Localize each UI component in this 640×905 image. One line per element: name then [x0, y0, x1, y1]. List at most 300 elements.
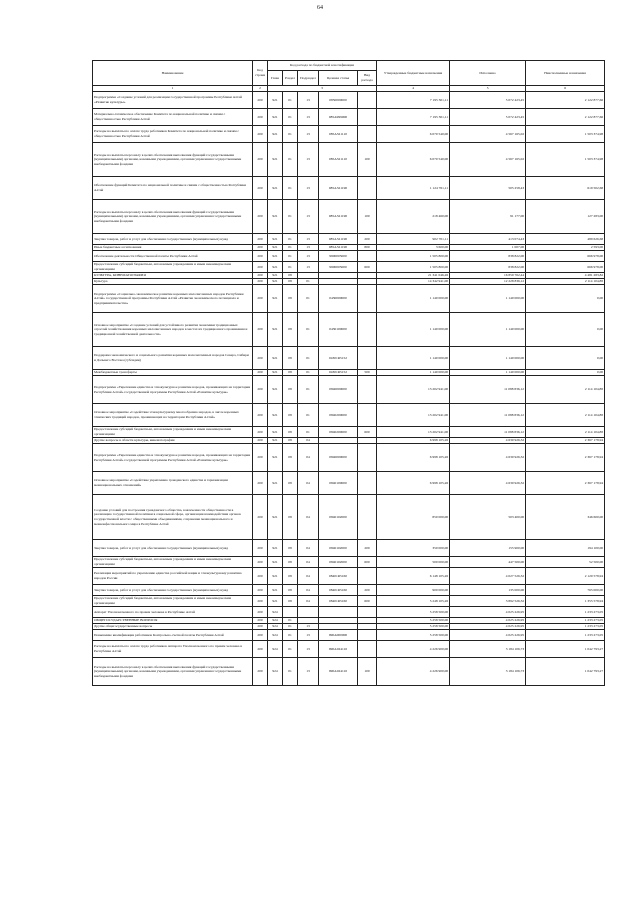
row-vid: 100 — [358, 200, 377, 234]
row-approved: 21 341 046,26 — [377, 273, 450, 279]
row-glava: 921 — [268, 251, 283, 262]
row-unexecuted: 2 122 877,66 — [526, 92, 605, 109]
row-executed: 4 567 165,02 — [450, 143, 526, 177]
row-vid — [358, 177, 377, 200]
row-podrazdel: 01 — [298, 313, 319, 347]
row-target: 0840000000 — [319, 376, 358, 404]
row-glava: 921 — [268, 370, 283, 376]
row-vid: 500 — [358, 370, 377, 376]
table-row — [93, 234, 605, 245]
row-vid: 100 — [358, 143, 377, 177]
row-target: 0840200000 — [319, 404, 358, 427]
row-glava: 921 — [268, 347, 283, 370]
row-razdel: 01 — [283, 143, 298, 177]
row-name: Предоставление субсидий бюджетным, автономным учреждениям и иным некоммерческим организациям — [93, 262, 253, 273]
row-glava: 921 — [268, 427, 283, 438]
row-podrazdel: 01 — [298, 285, 319, 313]
table-row — [93, 143, 605, 177]
row-vid: 600 — [358, 557, 377, 568]
row-name: Обеспечение функций Комитета по национальной политике и связям с общественностью Республики Алтай — [93, 177, 253, 200]
row-code: 200 — [253, 607, 268, 618]
row-executed: 838 822,00 — [450, 262, 526, 273]
row-target: 085A321110 — [319, 143, 358, 177]
row-target: 990A024110 — [319, 658, 358, 686]
row-podrazdel: 13 — [298, 109, 319, 126]
row-approved: 1 124 761,11 — [377, 177, 450, 200]
row-name: Основное мероприятие «Содействие этнокультурному многообразию народов, в числе коренных этнических традиций народов, проживающих на территории Республики Алтай» — [93, 404, 253, 427]
index-cell: 4 — [377, 86, 450, 92]
row-razdel: 01 — [283, 177, 298, 200]
row-unexecuted: 346 600,00 — [526, 495, 605, 540]
row-code: 200 — [253, 641, 268, 658]
row-razdel: 01 — [283, 630, 298, 641]
row-executed: 4 025 226,95 — [450, 618, 526, 624]
row-approved: 4 226 900,00 — [377, 641, 450, 658]
row-unexecuted: 489 626,68 — [526, 234, 605, 245]
row-executed: 505 258,43 — [450, 177, 526, 200]
row-podrazdel: 13 — [298, 143, 319, 177]
row-approved: 218 460,00 — [377, 200, 450, 234]
row-glava: 924 — [268, 618, 283, 624]
row-approved: 1 505 800,00 — [377, 262, 450, 273]
row-code: 200 — [253, 177, 268, 200]
row-target: 9900005000 — [319, 251, 358, 262]
row-glava: 924 — [268, 624, 283, 630]
row-razdel: 01 — [283, 262, 298, 273]
row-executed: 5 072 423,45 — [450, 109, 526, 126]
row-executed: 503 400,00 — [450, 495, 526, 540]
row-glava: 924 — [268, 607, 283, 618]
row-executed: 4 630 926,32 — [450, 472, 526, 495]
row-unexecuted: 1 355 578,94 — [526, 596, 605, 607]
row-name: Закупка товаров, работ и услуг для обеспечения государственных (муниципальных) нужд — [93, 234, 253, 245]
row-approved: 900 000,00 — [377, 585, 450, 596]
row-podrazdel: 04 — [298, 540, 319, 557]
row-name: Подпрограмма «Укрепление единства и этнокультурное развитие народов, проживающих на территории Республики Алтай» государственной программы Республики Алтай «Развитие культуры» — [93, 376, 253, 404]
row-target: 085A321110 — [319, 126, 358, 143]
row-glava: 921 — [268, 438, 283, 444]
header-code: Код строки — [253, 61, 268, 86]
row-glava: 921 — [268, 557, 283, 568]
row-vid — [358, 126, 377, 143]
row-approved: 350 000,00 — [377, 540, 450, 557]
row-razdel: 08 — [283, 427, 298, 438]
header-name: Наименование — [93, 61, 253, 86]
row-razdel: 01 — [283, 126, 298, 143]
row-target: 0840000000 — [319, 444, 358, 472]
row-approved: 6 070 540,00 — [377, 126, 450, 143]
row-approved: 1 505 800,00 — [377, 251, 450, 262]
row-unexecuted: 0,00 — [526, 313, 605, 347]
row-vid — [358, 92, 377, 109]
row-name: Другие общегосударственные вопросы — [93, 624, 253, 630]
row-executed: 3 892 526,32 — [450, 596, 526, 607]
row-target: 0430100000 — [319, 313, 358, 347]
row-target: 0850000000 — [319, 92, 358, 109]
row-vid: 800 — [358, 245, 377, 251]
row-code: 200 — [253, 279, 268, 285]
row-approved: 4 226 900,00 — [377, 658, 450, 686]
row-name: Предоставление субсидий бюджетным, автономным учреждениям и иным некоммерческим организациям — [93, 596, 253, 607]
row-code: 200 — [253, 427, 268, 438]
row-razdel: 08 — [283, 279, 298, 285]
row-unexecuted: 2 114 104,88 — [526, 404, 605, 427]
row-code: 200 — [253, 370, 268, 376]
row-vid — [358, 251, 377, 262]
row-code: 200 — [253, 200, 268, 234]
row-razdel: 01 — [283, 624, 298, 630]
index-cell: 3 — [268, 86, 377, 92]
table-row — [93, 92, 605, 109]
row-podrazdel: 13 — [298, 92, 319, 109]
row-code: 200 — [253, 568, 268, 585]
row-approved: 5 258 500,00 — [377, 618, 450, 624]
row-code: 200 — [253, 618, 268, 624]
row-name: Предоставление субсидий бюджетным, автономным учреждениям и иным некоммерческим организациям — [93, 557, 253, 568]
row-unexecuted: 619 502,68 — [526, 177, 605, 200]
row-executed: 11 088 836,12 — [450, 404, 526, 427]
row-name: Иные бюджетные ассигнования — [93, 245, 253, 251]
row-vid — [358, 444, 377, 472]
table-row — [93, 251, 605, 262]
row-glava: 921 — [268, 495, 283, 540]
row-unexecuted: 2 120 578,94 — [526, 568, 605, 585]
row-code: 200 — [253, 540, 268, 557]
row-code: 200 — [253, 472, 268, 495]
row-target: 9900005000 — [319, 262, 358, 273]
row-target: 04301R5152 — [319, 347, 358, 370]
row-podrazdel: 01 — [298, 370, 319, 376]
row-code: 200 — [253, 251, 268, 262]
index-cell: 6 — [526, 86, 605, 92]
row-executed: 4 027 526,32 — [450, 568, 526, 585]
row-name: Расходы на выплаты по оплате труда работников Комитета по национальной политике и связям с общественностью Республики Алтай — [93, 126, 253, 143]
row-unexecuted: 666 978,00 — [526, 262, 605, 273]
row-approved: 3 600,00 — [377, 245, 450, 251]
row-unexecuted: 0,00 — [526, 347, 605, 370]
row-razdel — [283, 607, 298, 618]
row-code: 200 — [253, 126, 268, 143]
row-vid — [358, 630, 377, 641]
row-executed: 1 140 000,00 — [450, 370, 526, 376]
row-podrazdel: 13 — [298, 177, 319, 200]
row-code: 200 — [253, 444, 268, 472]
row-executed: 4 630 926,32 — [450, 438, 526, 444]
header-executed: Исполнено — [450, 61, 526, 86]
row-razdel: 01 — [283, 200, 298, 234]
row-name: Подпрограмма «Создание условий для реализации государственной программы Республики Алтай «Развитие культуры» — [93, 92, 253, 109]
header-classification: Код расхода по бюджетной классификации — [268, 61, 377, 71]
row-razdel: 08 — [283, 540, 298, 557]
row-executed: 3 184 106,73 — [450, 658, 526, 686]
row-podrazdel: 13 — [298, 126, 319, 143]
row-unexecuted: 0,00 — [526, 370, 605, 376]
row-code: 200 — [253, 404, 268, 427]
table-row — [93, 641, 605, 658]
row-code: 200 — [253, 285, 268, 313]
row-name: Расходы на выплаты персоналу в целях обеспечения выполнения функций государственными (муниципальными) органами, казенными учреждениями, органами управления государственными внебюджетными фондами — [93, 200, 253, 234]
row-glava: 921 — [268, 126, 283, 143]
index-cell: 1 — [93, 86, 253, 92]
table-row — [93, 262, 605, 273]
row-code: 200 — [253, 630, 268, 641]
row-vid — [358, 404, 377, 427]
row-unexecuted: 1 042 793,27 — [526, 641, 605, 658]
row-approved: 5 258 500,00 — [377, 624, 450, 630]
row-glava: 921 — [268, 472, 283, 495]
row-code: 200 — [253, 658, 268, 686]
row-executed: 11 088 836,12 — [450, 427, 526, 438]
row-podrazdel: 04 — [298, 568, 319, 585]
row-podrazdel: 13 — [298, 251, 319, 262]
row-glava: 921 — [268, 585, 283, 596]
row-vid: 200 — [358, 234, 377, 245]
row-razdel: 01 — [283, 641, 298, 658]
row-razdel: 08 — [283, 438, 298, 444]
row-vid — [358, 313, 377, 347]
table-row — [93, 472, 605, 495]
row-approved: 14 342 941,00 — [377, 279, 450, 285]
row-podrazdel: 13 — [298, 234, 319, 245]
table-body — [93, 92, 605, 686]
row-podrazdel: 13 — [298, 641, 319, 658]
row-vid — [358, 109, 377, 126]
row-glava: 921 — [268, 109, 283, 126]
row-glava: 921 — [268, 92, 283, 109]
row-executed: 4 567 165,02 — [450, 126, 526, 143]
row-podrazdel: 13 — [298, 200, 319, 234]
row-razdel: 08 — [283, 444, 298, 472]
header-glava: Глава — [268, 71, 283, 86]
row-razdel: 01 — [283, 109, 298, 126]
row-target: 0430000000 — [319, 285, 358, 313]
row-approved: 7 195 301,11 — [377, 92, 450, 109]
row-unexecuted: 1 233 273,05 — [526, 630, 605, 641]
row-code: 200 — [253, 585, 268, 596]
row-code: 200 — [253, 143, 268, 177]
row-name: Материально-техническое обеспечение Комитета по национальной политике и связям с общественностью Республики Алтай — [93, 109, 253, 126]
row-code: 200 — [253, 245, 268, 251]
row-target: 0840200000 — [319, 427, 358, 438]
row-executed: 16 859 762,44 — [450, 273, 526, 279]
row-vid — [358, 285, 377, 313]
row-razdel: 08 — [283, 568, 298, 585]
row-podrazdel: 01 — [298, 427, 319, 438]
row-podrazdel: 13 — [298, 624, 319, 630]
row-name: Расходы на выплаты персоналу в целях обеспечения выполнения функций государственными (муниципальными) органами, казенными учреждениями, органами управления государственными внебюджетными фондами — [93, 658, 253, 686]
row-target: 04301R5152 — [319, 370, 358, 376]
row-target: 08401R5160 — [319, 585, 358, 596]
row-name: Предоставление субсидий бюджетным, автономным учреждениям и иным некоммерческим организациям — [93, 427, 253, 438]
row-vid — [358, 568, 377, 585]
row-razdel: 01 — [283, 234, 298, 245]
row-razdel: 08 — [283, 596, 298, 607]
row-target: 990A000000 — [319, 630, 358, 641]
row-unexecuted: 1 233 273,05 — [526, 607, 605, 618]
row-name: Аппарат Уполномоченного по правам человека в Республике Алтай — [93, 607, 253, 618]
row-code: 200 — [253, 495, 268, 540]
row-podrazdel: 13 — [298, 630, 319, 641]
row-target: 085A321190 — [319, 245, 358, 251]
row-vid — [358, 607, 377, 618]
row-name: Культура — [93, 279, 253, 285]
row-name: Реализация мероприятий по укреплению единства российской нации и этнокультурному развитию народов России — [93, 568, 253, 585]
table-row — [93, 313, 605, 347]
row-name: Основное мероприятие «Содействие укреплению гражданского единства и гармонизации межнациональных отношений» — [93, 472, 253, 495]
row-glava: 921 — [268, 313, 283, 347]
row-unexecuted: 0,00 — [526, 285, 605, 313]
row-razdel: 01 — [283, 92, 298, 109]
row-name: Поддержка экономического и социального развития коренных малочисленных народов Севера, Сибири и Дальнего Востока (субсидии) — [93, 347, 253, 370]
row-executed: 413 074,43 — [450, 234, 526, 245]
row-approved: 1 140 000,00 — [377, 313, 450, 347]
row-glava: 921 — [268, 376, 283, 404]
row-unexecuted: 52 500,00 — [526, 557, 605, 568]
row-name: Подпрограмма «Социально-экономическое развитие коренных малочисленных народов Республики Алтай» государственной программы Республики Алтай «Развитие экономического потенциала и предпринимательства» — [93, 285, 253, 313]
row-executed: 4 025 226,95 — [450, 607, 526, 618]
row-podrazdel: 04 — [298, 557, 319, 568]
row-name: Повышение квалификации работников Контрольно-счетной палаты Республики Алтай — [93, 630, 253, 641]
row-glava: 921 — [268, 200, 283, 234]
row-podrazdel: 04 — [298, 472, 319, 495]
header-target: Целевая статья — [319, 71, 358, 86]
table-row — [93, 540, 605, 557]
table-row — [93, 285, 605, 313]
row-glava: 921 — [268, 279, 283, 285]
row-target: 085A321190 — [319, 177, 358, 200]
row-vid — [358, 376, 377, 404]
row-podrazdel: 04 — [298, 596, 319, 607]
table-row — [93, 596, 605, 607]
page-number: 64 — [317, 5, 323, 11]
table-row — [93, 585, 605, 596]
row-glava: 921 — [268, 143, 283, 177]
row-podrazdel: 01 — [298, 347, 319, 370]
row-unexecuted: 1 042 793,27 — [526, 658, 605, 686]
row-unexecuted: 194 100,00 — [526, 540, 605, 557]
row-podrazdel: 01 — [298, 279, 319, 285]
row-unexecuted: 2 593,00 — [526, 245, 605, 251]
row-podrazdel: 04 — [298, 438, 319, 444]
row-code: 200 — [253, 262, 268, 273]
row-unexecuted: 1 233 273,05 — [526, 618, 605, 624]
row-glava: 921 — [268, 234, 283, 245]
row-unexecuted: 2 367 178,94 — [526, 472, 605, 495]
header-vid: Вид расхода — [358, 71, 377, 86]
index-cell: 2 — [253, 86, 268, 92]
row-glava: 921 — [268, 404, 283, 427]
header-approved: Утвержденные бюджетные назначения — [377, 61, 450, 86]
row-target: 08401R5160 — [319, 596, 358, 607]
row-podrazdel: 01 — [298, 376, 319, 404]
row-glava: 921 — [268, 540, 283, 557]
row-glava: 921 — [268, 245, 283, 251]
row-executed: 838 822,00 — [450, 251, 526, 262]
row-target: 0840102000 — [319, 495, 358, 540]
row-executed: 1 007,00 — [450, 245, 526, 251]
row-approved: 13 202 941,00 — [377, 376, 450, 404]
row-name: Расходы на выплаты по оплате труда работников Аппарата Уполномоченного по правам человека в Республике Алтай — [93, 641, 253, 658]
row-executed: 5 072 423,45 — [450, 92, 526, 109]
table-row — [93, 376, 605, 404]
row-glava: 924 — [268, 641, 283, 658]
row-approved: 5 258 500,00 — [377, 630, 450, 641]
row-unexecuted: 2 367 178,94 — [526, 444, 605, 472]
row-glava: 924 — [268, 630, 283, 641]
row-razdel: 08 — [283, 472, 298, 495]
row-razdel: 08 — [283, 376, 298, 404]
row-razdel: 01 — [283, 658, 298, 686]
row-name: Обеспечение деятельности Общественной палаты Республики Алтай — [93, 251, 253, 262]
row-vid — [358, 472, 377, 495]
row-vid: 600 — [358, 596, 377, 607]
row-podrazdel: 13 — [298, 262, 319, 273]
row-unexecuted: 666 978,00 — [526, 251, 605, 262]
row-target: 085A321190 — [319, 200, 358, 234]
row-podrazdel — [298, 607, 319, 618]
row-unexecuted: 4 481 283,82 — [526, 273, 605, 279]
row-name: Подпрограмма «Укрепление единства и этнокультурное развитие народов, проживающих на территории Республики Алтай» государственной программы Республики Алтай «Развитие культуры» — [93, 444, 253, 472]
row-vid: 600 — [358, 427, 377, 438]
row-approved: 6 998 105,26 — [377, 472, 450, 495]
row-name: Закупка товаров, работ и услуг для обеспечения государственных (муниципальных) нужд — [93, 585, 253, 596]
row-razdel: 08 — [283, 370, 298, 376]
row-name: КУЛЬТУРА, КИНЕМАТОГРАФИЯ — [93, 273, 253, 279]
row-glava: 921 — [268, 568, 283, 585]
row-glava: 921 — [268, 444, 283, 472]
row-unexecuted: 1 233 273,05 — [526, 624, 605, 630]
row-approved: 1 140 000,00 — [377, 347, 450, 370]
row-code: 200 — [253, 376, 268, 404]
row-code: 200 — [253, 557, 268, 568]
row-vid: 200 — [358, 540, 377, 557]
row-podrazdel: 01 — [298, 404, 319, 427]
table-row — [93, 347, 605, 370]
row-razdel: 08 — [283, 273, 298, 279]
row-approved: 902 701,11 — [377, 234, 450, 245]
row-unexecuted: 127 283,00 — [526, 200, 605, 234]
row-executed: 12 228 836,12 — [450, 279, 526, 285]
row-razdel: 08 — [283, 285, 298, 313]
table-row — [93, 200, 605, 234]
row-target: 0840100000 — [319, 472, 358, 495]
table-row — [93, 495, 605, 540]
row-podrazdel: 13 — [298, 658, 319, 686]
table-row — [93, 607, 605, 618]
table-row — [93, 658, 605, 686]
row-code: 200 — [253, 92, 268, 109]
row-code: 200 — [253, 273, 268, 279]
row-approved: 1 140 000,00 — [377, 370, 450, 376]
row-razdel: 08 — [283, 495, 298, 540]
row-glava: 921 — [268, 273, 283, 279]
table-row — [93, 109, 605, 126]
row-approved: 5 258 500,00 — [377, 607, 450, 618]
row-executed: 1 140 000,00 — [450, 285, 526, 313]
row-executed: 91 177,00 — [450, 200, 526, 234]
table-row — [93, 427, 605, 438]
row-podrazdel: 04 — [298, 495, 319, 540]
row-glava: 924 — [268, 658, 283, 686]
row-unexecuted: 2 122 877,66 — [526, 109, 605, 126]
row-code: 200 — [253, 624, 268, 630]
row-approved: 6 148 105,26 — [377, 568, 450, 585]
row-podrazdel: 13 — [298, 245, 319, 251]
row-name: ОБЩЕГОСУДАРСТВЕННЫЕ ВОПРОСЫ — [93, 618, 253, 624]
row-glava: 921 — [268, 285, 283, 313]
row-unexecuted: 2 114 104,88 — [526, 427, 605, 438]
row-target: 085A999000 — [319, 109, 358, 126]
